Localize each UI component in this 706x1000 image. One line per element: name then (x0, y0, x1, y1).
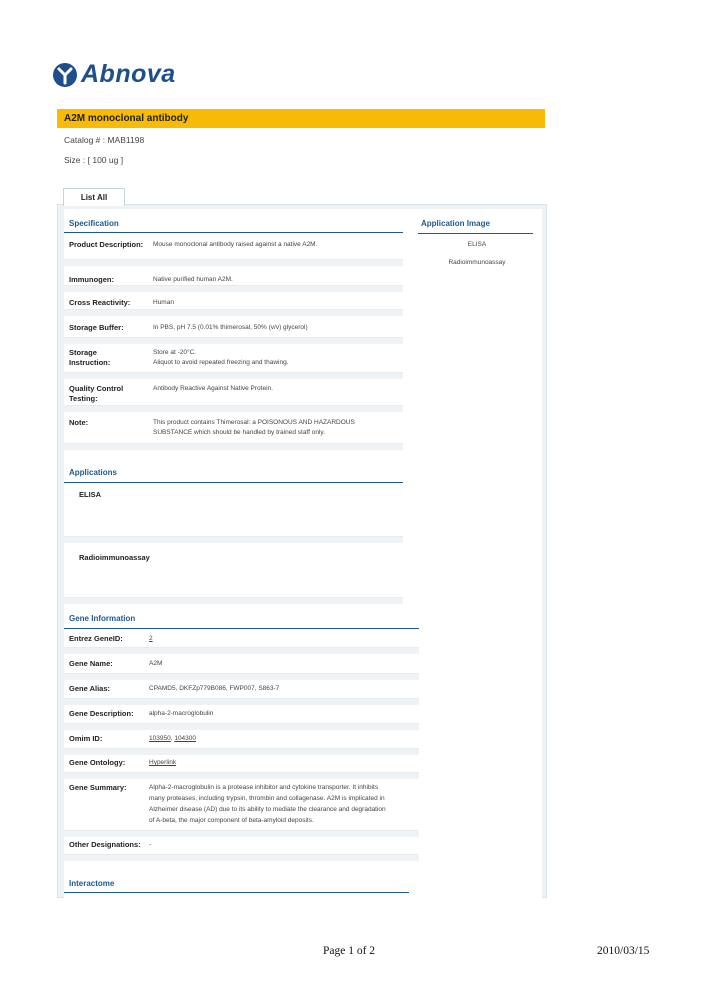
applications-heading: Applications (69, 468, 118, 477)
application-image-ria[interactable]: Radioimmunoassay (448, 259, 506, 266)
spec-label-storage-instruction: Storage Instruction: (69, 348, 111, 367)
spec-value-storage-instruction-2: Aliquot to avoid repeated freezing and thawing. (153, 359, 289, 366)
gene-information-heading: Gene Information (69, 614, 136, 623)
gene-value-description: alpha-2-macroglobulin (149, 710, 214, 717)
gene-summary-line-3: Alzheimer disease (AD) due to its ability to mediate the clearance and degradation (149, 806, 386, 813)
page-number: Page 1 of 2 (323, 945, 376, 957)
gene-value-omim: 103950, 104300 (149, 735, 197, 742)
gene-label-ontology: Gene Ontology: (69, 758, 126, 767)
row-separator (64, 372, 403, 379)
product-size: Size : [ 100 ug ] (64, 155, 124, 165)
row-separator (64, 337, 403, 344)
row-separator (64, 748, 419, 755)
gene-value-entrez-link[interactable]: 2 (149, 635, 153, 642)
application-image-heading: Application Image (421, 219, 490, 228)
spec-value-immunogen: Native purified human A2M. (153, 276, 233, 283)
gene-value-other-designations: - (149, 841, 152, 848)
gene-summary-line-1: Alpha-2-macroglobulin is a protease inhibitor and cytokine transporter. It inhibits (149, 784, 379, 791)
gene-label-omim: Omim ID: (69, 734, 103, 743)
print-date: 2010/03/15 (597, 945, 650, 957)
application-ria: Radioimmunoassay (79, 553, 150, 562)
gene-label-name: Gene Name: (69, 659, 113, 668)
row-separator (64, 285, 403, 292)
specification-heading: Specification (69, 219, 119, 228)
brand-name: Abnova (81, 60, 176, 88)
gene-label-description: Gene Description: (69, 709, 134, 718)
gene-label-entrez: Entrez GeneID: (69, 634, 123, 643)
spec-label-immunogen: Immunogen: (69, 275, 114, 284)
row-separator (64, 536, 403, 543)
application-image-elisa[interactable]: ELISA (467, 241, 487, 248)
catalog-number: Catalog # : MAB1198 (64, 135, 145, 145)
gene-value-alias: CPAMD5, DKFZp779B086, FWP007, S863-7 (149, 685, 280, 692)
gene-ontology-link[interactable]: Hyperlink (149, 759, 177, 766)
row-separator (64, 443, 403, 450)
gene-label-other-designations: Other Designations: (69, 840, 141, 849)
product-title: A2M monoclonal antibody (57, 109, 545, 128)
application-elisa: ELISA (79, 490, 102, 499)
gene-value-name: A2M (149, 660, 163, 667)
row-separator (64, 597, 403, 604)
omim-link-103950[interactable]: 103950 (149, 735, 171, 742)
row-separator (64, 259, 403, 266)
spec-label-note: Note: (69, 418, 89, 427)
spec-label-storage-buffer: Storage Buffer: (69, 323, 124, 332)
spec-value-storage-instruction-1: Store at -20°C. (153, 349, 197, 356)
row-separator (64, 854, 419, 861)
gene-label-alias: Gene Alias: (69, 684, 110, 693)
spec-value-storage-buffer: In PBS, pH 7.5 (0.01% thimerosal, 50% (v/v) glycerol) (153, 324, 308, 331)
spec-value-cross-reactivity: Human (153, 299, 174, 306)
gene-summary-line-2: many proteases, including trypsin, thrombin and collagenase. A2M is implicated in (149, 795, 385, 802)
spec-label-product-description: Product Description: (69, 240, 144, 249)
spec-value-quality-control: Antibody Reactive Against Native Protein. (153, 385, 273, 392)
interactome-heading: Interactome (69, 879, 115, 888)
row-separator (64, 309, 403, 316)
tab-list-all[interactable]: List All (63, 188, 125, 206)
spec-label-cross-reactivity: Cross Reactivity: (69, 298, 131, 307)
gene-information-rule (64, 628, 419, 629)
spec-value-note-2: SUBSTANCE which should be handled by trained staff only. (153, 429, 325, 436)
spec-value-product-description: Mouse monoclonal antibody raised against a native A2M. (153, 241, 318, 248)
abnova-logo (52, 60, 176, 89)
row-separator (64, 830, 419, 837)
row-separator (64, 698, 419, 705)
interactome-rule (64, 892, 409, 893)
omim-link-104300[interactable]: 104300 (174, 735, 197, 742)
specification-rule (64, 232, 403, 233)
spec-label-quality-control: Quality Control Testing: (69, 384, 124, 403)
row-separator (64, 405, 403, 412)
row-separator (64, 647, 419, 654)
abnova-logo-icon (52, 62, 78, 88)
application-image-rule (418, 233, 533, 234)
row-separator (64, 772, 419, 779)
row-separator (64, 723, 419, 730)
row-separator (64, 673, 419, 680)
applications-rule (64, 482, 403, 483)
spec-value-note-1: This product contains Thimerosal: a POISONOUS AND HAZARDOUS (153, 419, 355, 426)
gene-summary-line-4: of A-beta, the major component of beta-amyloid deposits. (149, 817, 314, 824)
gene-label-summary: Gene Summary: (69, 783, 127, 792)
